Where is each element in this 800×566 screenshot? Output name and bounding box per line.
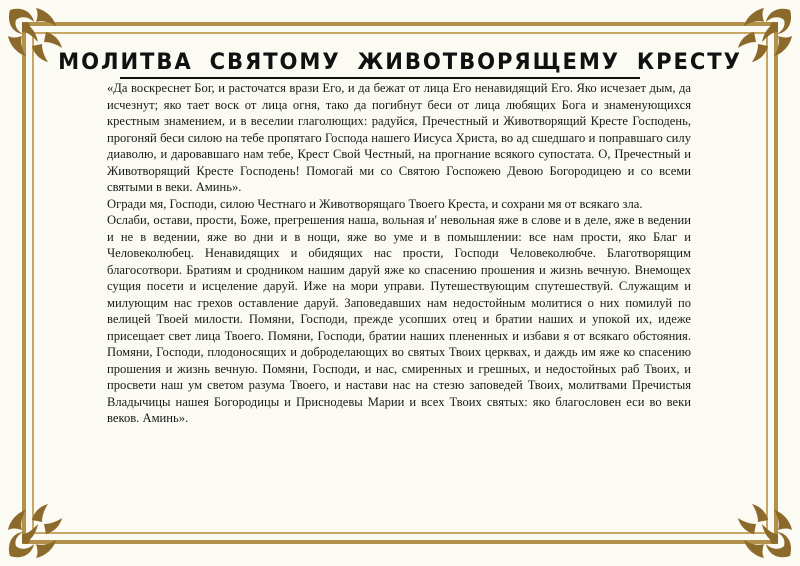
corner-ornament-icon: [2, 486, 80, 564]
prayer-paragraph: Огради мя, Господи, силою Честнаго и Животворящаго Твоего Креста, и сохрани мя от всякаго зла.: [107, 196, 643, 211]
page-title: МОЛИТВА СВЯТОМУ ЖИВОТВОРЯЩЕМУ КРЕСТУ: [58, 50, 742, 75]
prayer-paragraph: Ослаби, остави, прости, Боже, прегрешения наша, вольная и' невольная яже в слове и в деле, яже в ведении и не в ведении, яже во дни и в нощи, яже во уме и в помышлении: все нам прости, яко Благ и Человеколюбец. Ненавидящих и обидящих нас прости, Господи Человеколюбче. Благотворящим благосотвори. Братиям и сродником нашим даруй яже ко спасению прошения и жизнь вечную. Внемощех сущия посети и исцеление даруй. Иже на мори управи. Путешествующим спутешествуй. Служащим и милующим нас грехов оставление даруй. Заповедавших нам недостойным молитися о них помилуй по велицей Твоей милости. Помяни, Господи, прежде усопших отец и братии наших и упокой их, идеже присещает свет лица Твоего. Помяни, Господи, братии наших плененных и избави я от всякаго обстояния. Помяни, Господи, плодоносящих и доброделающих во святых Твоих церквах, и даждь им яже ко спасению прошения и жизнь вечную. Помяни, Господи, и нас, смиренных и грешных, и недостойных раб Твоих, и просвети наш ум светом разума Твоего, и настави нас на стезю заповедей Твоих, молитвами Пречистыя Владычицы нашея Богородицы и Приснодевы Марии и всех Твоих святых: яко благословен еси во веки веков. Аминь».: [107, 213, 691, 425]
corner-ornament-icon: [720, 486, 798, 564]
prayer-paragraph: «Да воскреснет Бог, и расточатся врази Его, и да бежат от лица Его ненавидящий Его. Яко исчезает дым, да исчезнут; яко тает воск от лица огня, тако да погибнут беси от лица любящих Бога и знаменующихся крестным знамением, и в веселии глаголющих: радуйся, Пречестный и Животворящий Кресте Господень, прогоняй беси силою на тебе пропятаго Господа нашего Иисуса Христа, во ад сшедшаго и поправшаго силу диаволю, и даровавшаго нам тебе, Крест Свой Честный, на прогнание всякого супостата. О, Пречестный и Животворящий Кресте Господень! Помогай ми со Святою Госпожею Девою Богородицею и со всеми святыми в веки. Аминь».: [107, 81, 691, 194]
prayer-text: [107, 80, 691, 427]
title-underline: [120, 77, 640, 79]
